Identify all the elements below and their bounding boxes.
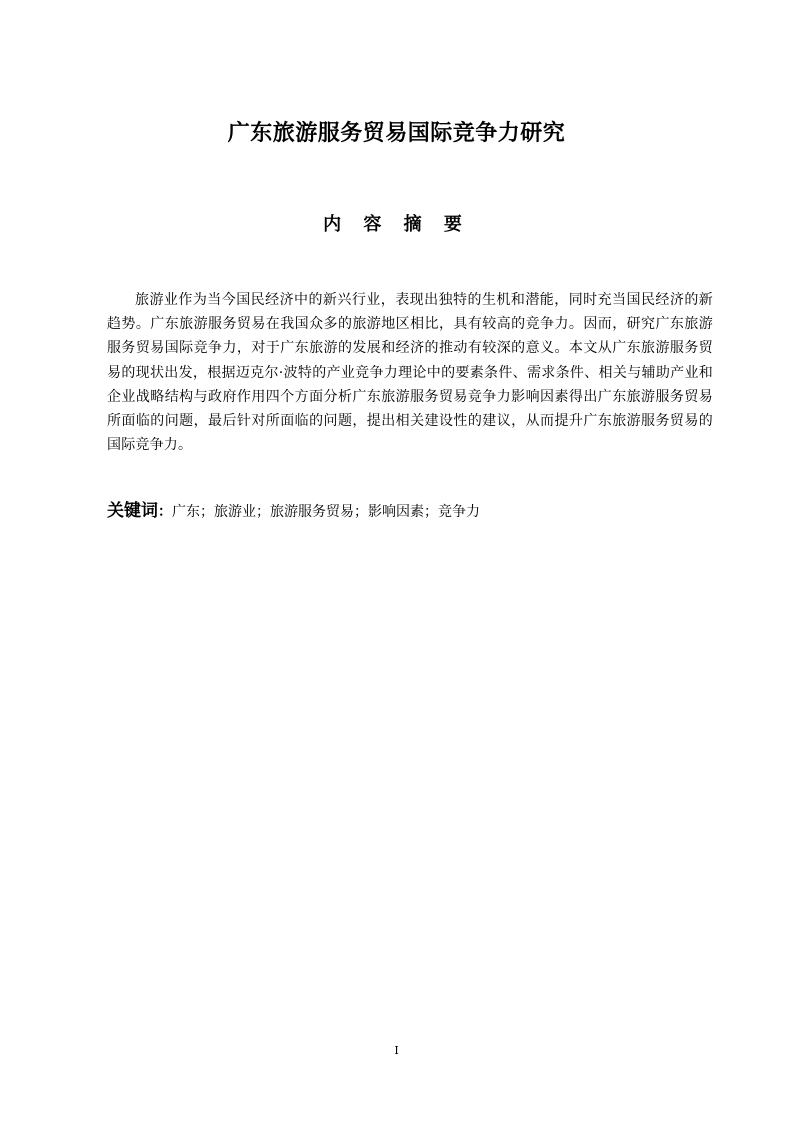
keywords-list: 广东；旅游业；旅游服务贸易；影响因素；竞争力 [172, 504, 480, 520]
keywords-separator: ： [158, 504, 172, 520]
keywords-line [107, 498, 713, 525]
document-title: 广东旅游服务贸易国际竞争力研究 [227, 121, 566, 146]
abstract-heading: 内 容 摘 要 [323, 214, 470, 235]
page-number: I [394, 1044, 399, 1057]
abstract-paragraph: 旅游业作为当今国民经济中的新兴行业，表现出独特的生机和潜能，同时充当国民经济的新趋势。广东旅游服务贸易在我国众多的旅游地区相比，具有较高的竞争力。因而，研究广东旅游服务贸易国际竞争力，对于广东旅游的发展和经济的推动有较深的意义。本文从广东旅游服务贸易的现状出发，根据迈克尔·波特的产业竞争力理论中的要素条件、需求条件、相关与辅助产业和企业战略结构与政府作用四个方面分析广东旅游服务贸易竞争力影响因素得出广东旅游服务贸易所面临的问题，最后针对所面临的问题，提出相关建设性的建议，从而提升广东旅游服务贸易的国际竞争力。 [107, 292, 713, 454]
keywords-label: 关键词 [107, 501, 158, 521]
